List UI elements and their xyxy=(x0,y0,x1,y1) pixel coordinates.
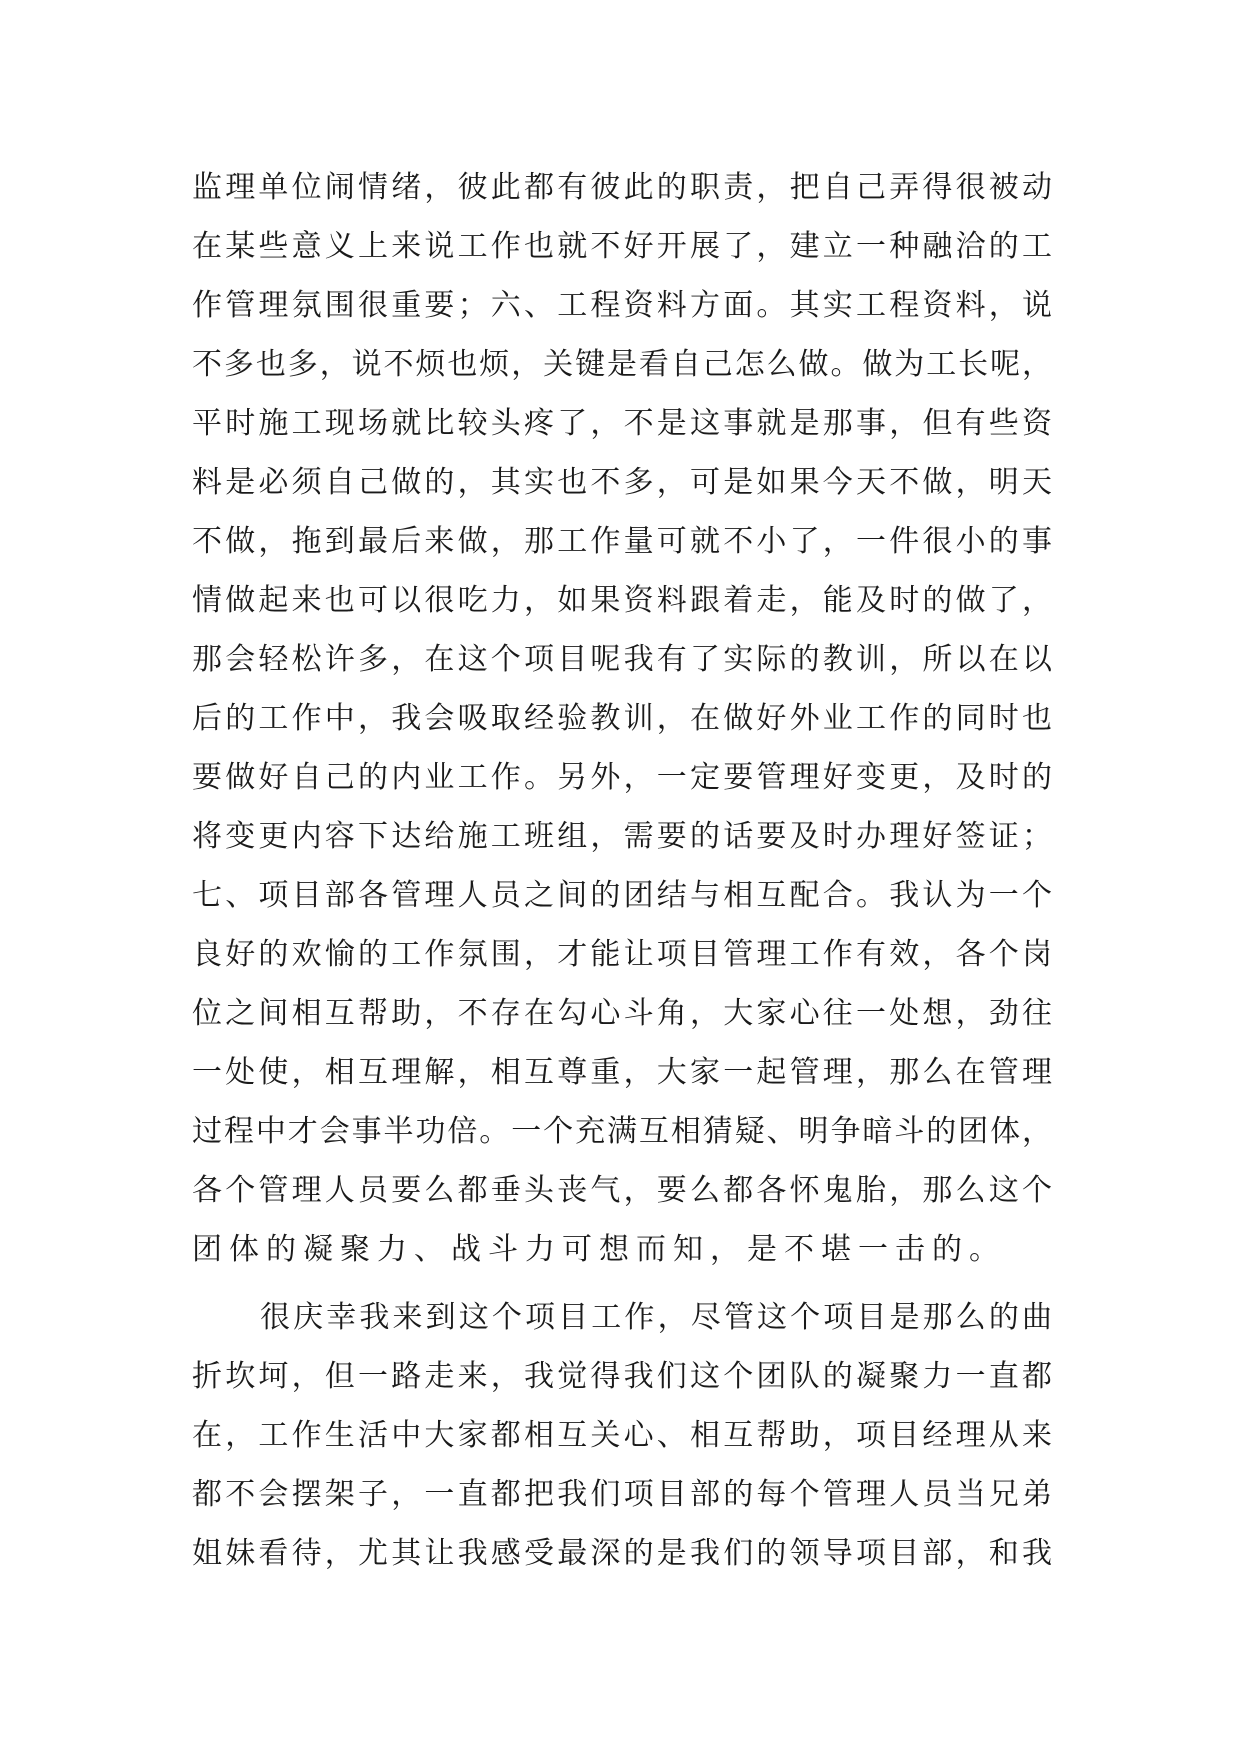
text-line: 将变更内容下达给施工班组，需要的话要及时办理好签证； xyxy=(192,819,1052,854)
text-line: 良好的欢愉的工作氛围，才能让项目管理工作有效，各个岗 xyxy=(192,937,1052,972)
body-text xyxy=(192,158,1052,1583)
text-line: 姐妹看待，尤其让我感受最深的是我们的领导项目部，和我 xyxy=(192,1536,1052,1571)
text-line: 监理单位闹情绪，彼此都有彼此的职责，把自己弄得很被动 xyxy=(192,170,1052,205)
text-line: 作管理氛围很重要；六、工程资料方面。其实工程资料，说 xyxy=(192,288,1052,323)
text-line: 在某些意义上来说工作也就不好开展了，建立一种融洽的工 xyxy=(192,229,1052,264)
text-line: 位之间相互帮助，不存在勾心斗角，大家心往一处想，劲往 xyxy=(192,996,1052,1031)
text-line: 平时施工现场就比较头疼了，不是这事就是那事，但有些资 xyxy=(192,406,1052,441)
text-line: 不做，拖到最后来做，那工作量可就不小了，一件很小的事 xyxy=(192,524,1052,559)
text-line: 过程中才会事半功倍。一个充满互相猜疑、明争暗斗的团体， xyxy=(192,1114,1052,1149)
text-line: 不多也多，说不烦也烦，关键是看自己怎么做。做为工长呢， xyxy=(192,347,1052,382)
text-line: 要做好自己的内业工作。另外，一定要管理好变更，及时的 xyxy=(192,760,1052,795)
text-line: 那会轻松许多，在这个项目呢我有了实际的教训，所以在以 xyxy=(192,642,1052,677)
text-line: 一处使，相互理解，相互尊重，大家一起管理，那么在管理 xyxy=(192,1055,1052,1090)
text-line: 在，工作生活中大家都相互关心、相互帮助，项目经理从来 xyxy=(192,1418,1052,1453)
text-line: 后的工作中，我会吸取经验教训，在做好外业工作的同时也 xyxy=(192,701,1052,736)
text-line: 情做起来也可以很吃力，如果资料跟着走，能及时的做了， xyxy=(192,583,1052,618)
text-line: 团体的凝聚力、战斗力可想而知，是不堪一击的。 xyxy=(192,1232,1006,1267)
paragraph xyxy=(192,158,1052,1279)
text-line: 折坎坷，但一路走来，我觉得我们这个团队的凝聚力一直都 xyxy=(192,1359,1052,1394)
text-line: 料是必须自己做的，其实也不多，可是如果今天不做，明天 xyxy=(192,465,1052,500)
text-line: 都不会摆架子，一直都把我们项目部的每个管理人员当兄弟 xyxy=(192,1477,1052,1512)
text-line: 各个管理人员要么都垂头丧气，要么都各怀鬼胎，那么这个 xyxy=(192,1173,1052,1208)
text-line: 七、项目部各管理人员之间的团结与相互配合。我认为一个 xyxy=(192,878,1052,913)
paragraph-spacer xyxy=(192,1279,1052,1288)
text-line: 很庆幸我来到这个项目工作，尽管这个项目是那么的曲 xyxy=(260,1300,1052,1335)
paragraph xyxy=(192,1288,1052,1583)
